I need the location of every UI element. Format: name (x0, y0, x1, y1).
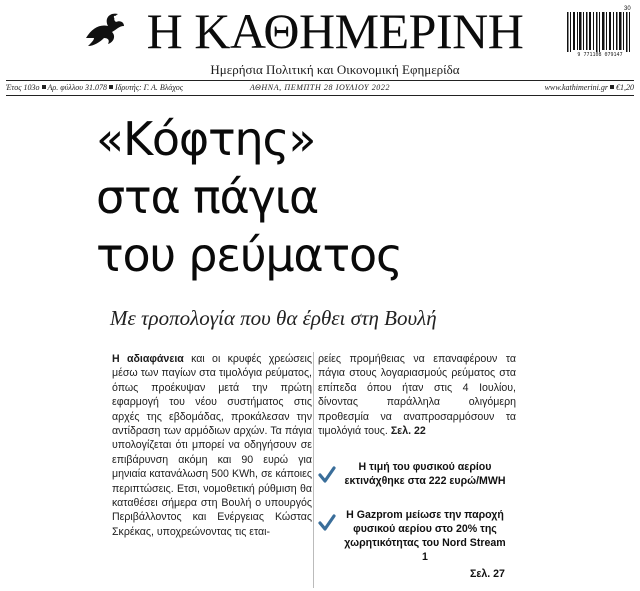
info-right (545, 83, 634, 92)
price-text: €1,20 (616, 83, 634, 92)
lead-bold-text: Η αδιαφάνεια (112, 353, 184, 365)
square-bullet-icon (610, 85, 614, 89)
page-reference[interactable]: Σελ. 27 (470, 568, 505, 580)
left-column-body: και οι κρυφές χρεώσεις μέσω των παγίων στα τιμολόγια ρεύματος, όπως προέκυψαν μετά την πρώτη εφαρμογή του νέου συστήματος στις αρχές της εβδομάδας, προκάλεσαν την αντίδραση των αρμόδιων αρχών. Τα πάγια υπολογίζεται ότι μπορεί να οδηγήσουν σε επιβάρυνση ακόμη και 90 ευρώ για μηνιαία κατανάλωση 500 KWh, σε κάποιες περιπτώσεις. Ετσι, νομοθετική ρύθμιση θα καταθέσει σήμερα στη Βουλή ο υπουργός Περιβάλλοντος και Ενέργειας Κώστας Σκρέκας, υποχρεώνοντας τις εται- (112, 353, 313, 538)
article-subhead: Με τροπολογία που θα έρθει στη Βουλή (110, 306, 437, 330)
issue-number: Αρ. φύλλου 31.078 (47, 83, 107, 92)
info-bar (6, 80, 634, 96)
issue-code: 30 (624, 6, 631, 12)
article-column-right (318, 352, 516, 438)
newspaper-title: Η ΚΑΘΗΜΕΡΙΝΗ (146, 3, 524, 59)
article-column-left (112, 352, 312, 539)
headline-line: στα πάγια (96, 170, 319, 224)
column-divider (313, 352, 314, 588)
bullet-text: Η τιμή του φυσικού αερίου εκτινάχθηκε στα 222 ευρώ/MWH (344, 461, 506, 487)
bird-logo-icon (82, 8, 126, 52)
page-reference[interactable]: Σελ. 22 (390, 425, 426, 438)
bullet-item (318, 460, 518, 502)
barcode-number: 9 771108 079147 (577, 52, 623, 58)
founder-text: Ιδρυτής: Γ. Α. Βλάχος (114, 83, 184, 92)
headline-line: του ρεύματος (96, 228, 402, 282)
bullet-item (318, 508, 518, 566)
barcode-icon (566, 10, 634, 54)
checkmark-icon (318, 466, 336, 484)
headline-line: «Κόφτης» (96, 112, 316, 166)
bullet-text: Η Gazprom μείωσε την παροχή φυσικού αερίου στο 20% της χωρητικότητας του Nord Stream 1 (344, 509, 506, 563)
article-headline (96, 110, 556, 284)
website-link[interactable]: www.kathimerini.gr (544, 83, 608, 92)
year-text: Έτος 103ο (6, 83, 40, 92)
newspaper-tagline: Ημερήσια Πολιτική και Οικονομική Εφημερίδα (210, 62, 460, 77)
right-column-body: ρείες προμήθειας να επαναφέρουν τα πάγια στους λογαριασμούς ρεύματος στα επίπεδα όπου ήταν στις 4 Ιουλίου, δίνοντας παράλληλα ολιγόμερη προθεσμία να αναπροσαρμόσουν τα τιμολόγιά τους. (318, 353, 516, 438)
checkmark-icon (318, 514, 336, 532)
dateline: ΑΘΗΝΑ, ΠΕΜΠΤΗ 28 ΙΟΥΛΙΟΥ 2022 (249, 83, 391, 92)
